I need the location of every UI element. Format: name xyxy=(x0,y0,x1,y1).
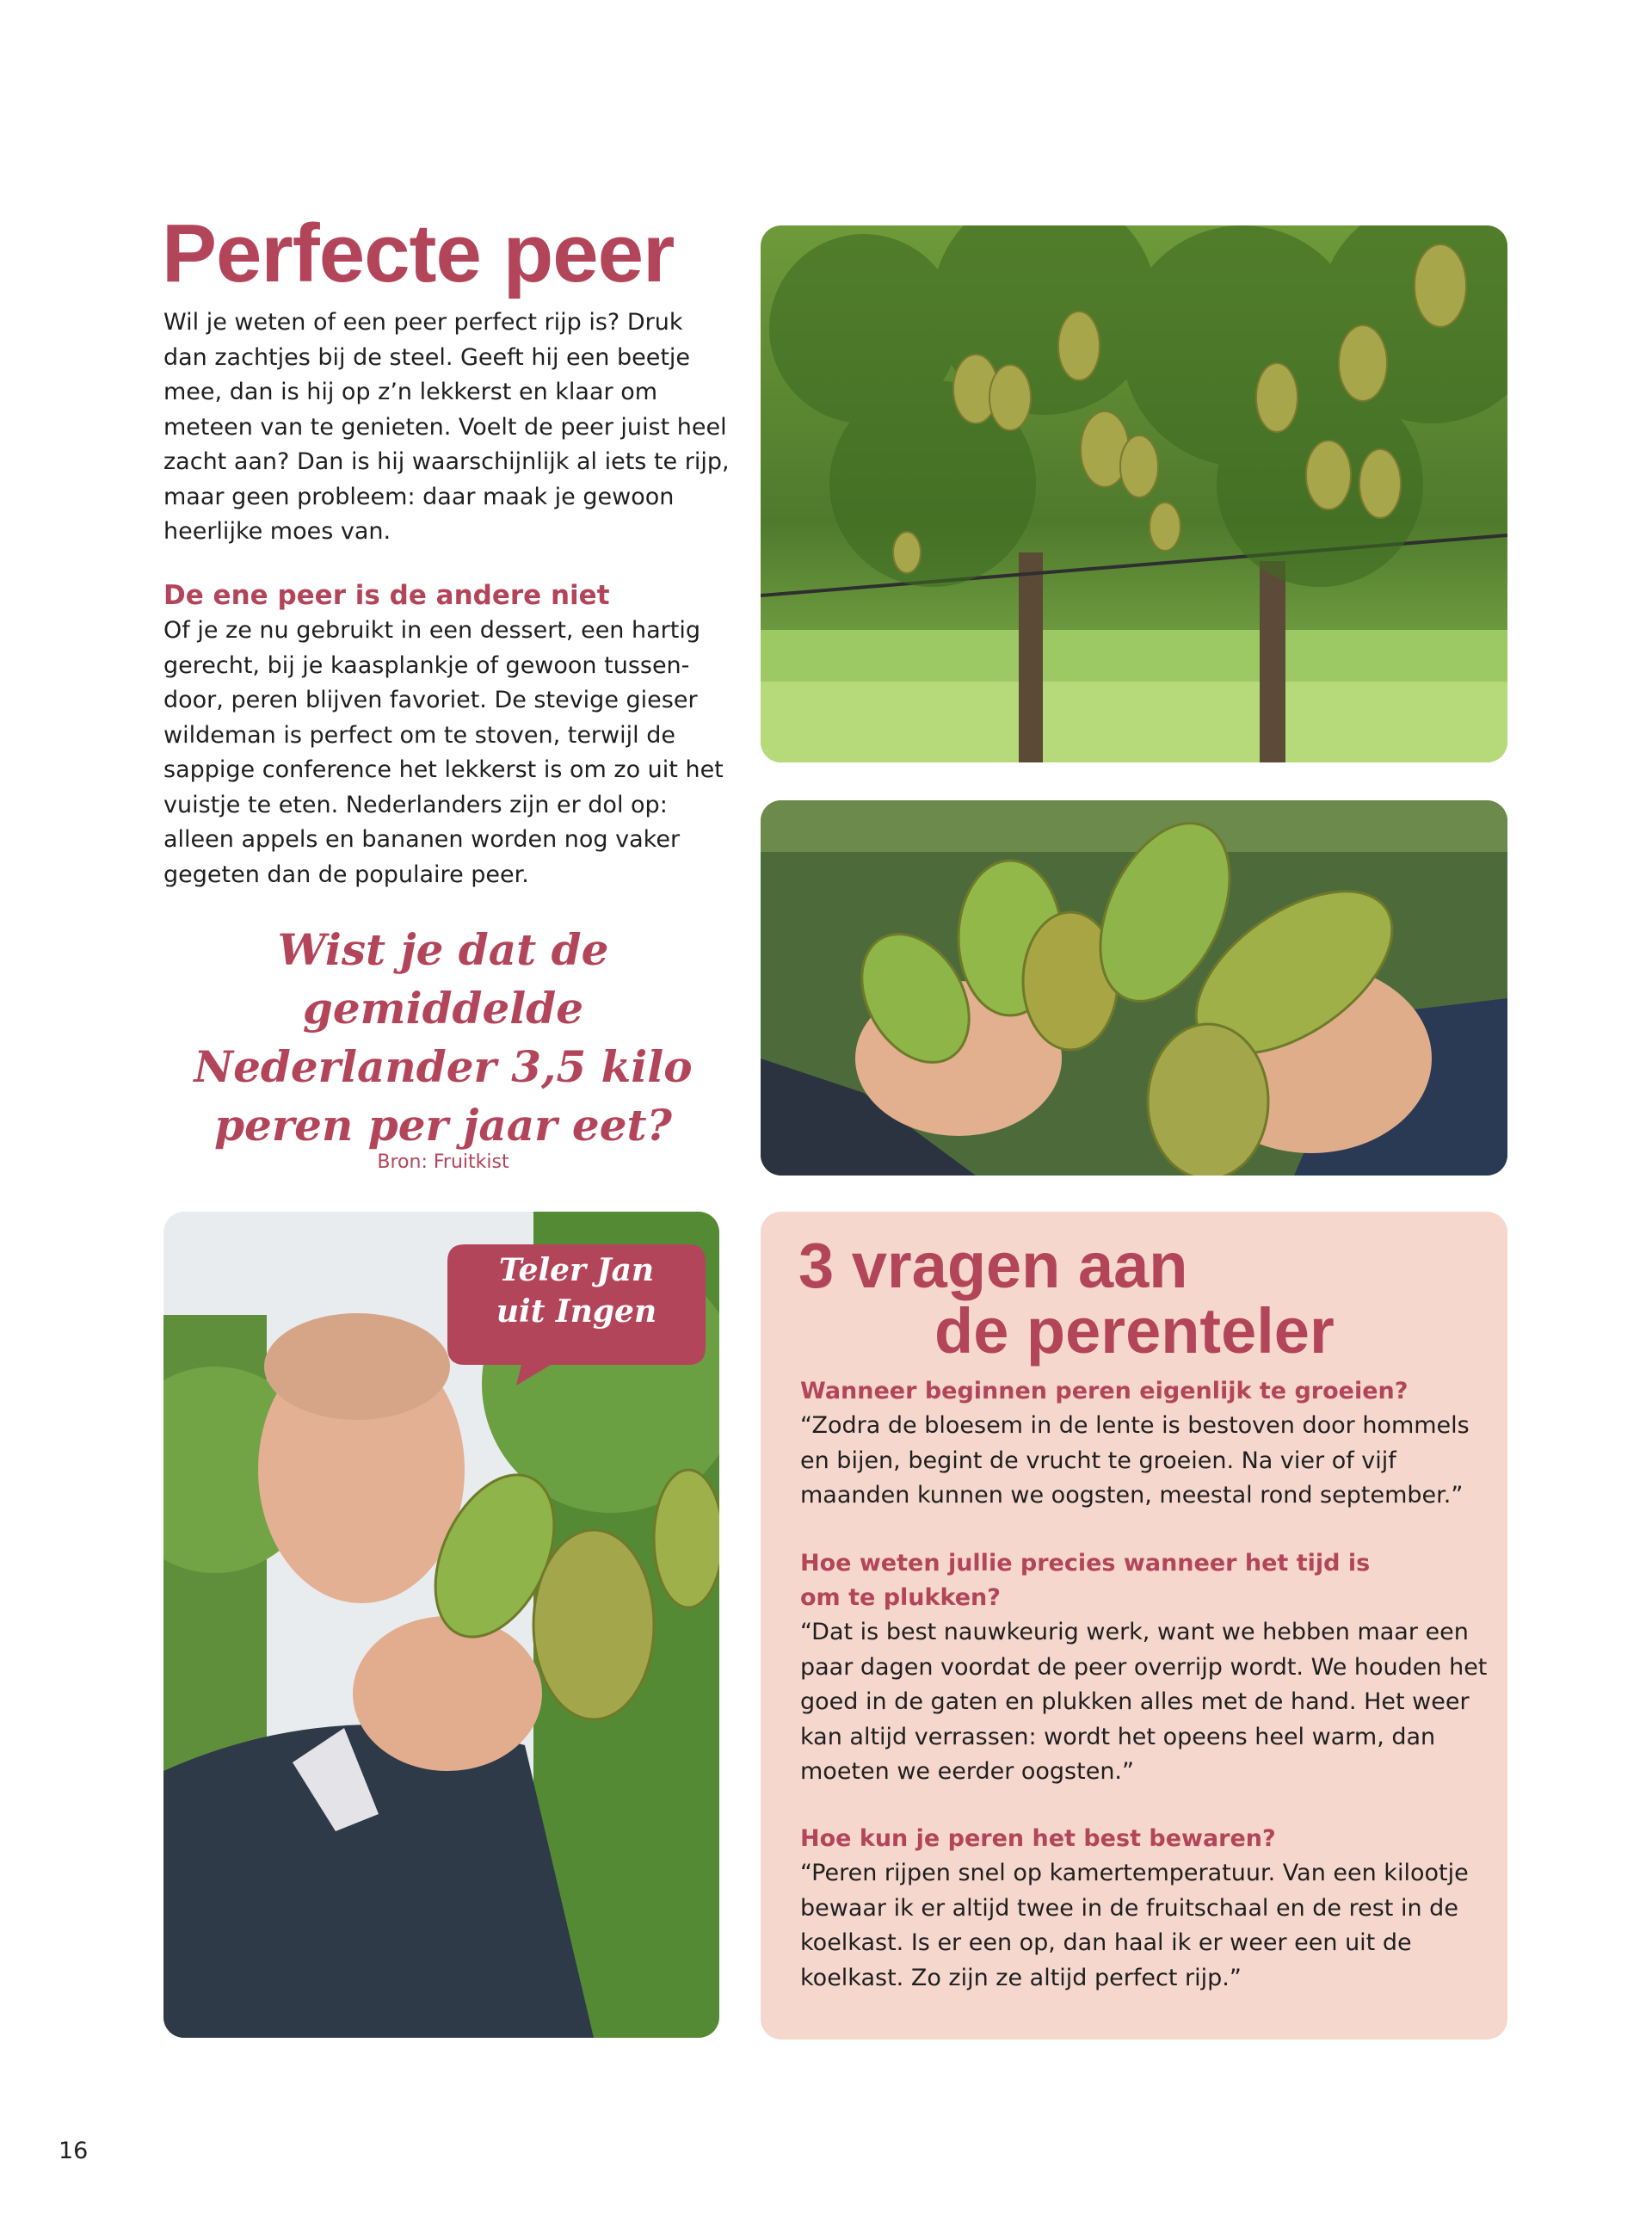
bubble-line-2: uit Ingen xyxy=(496,1293,657,1330)
answer-3: “Peren rijpen snel op kamertemperatuur. Van een kilootje bewaar ik er altijd twee in de fruitschaal en de rest in de koelkast. Is er een op, dan haal ik er weer een uit de koelkast. Zo zijn ze altijd perfect rijp.” xyxy=(800,1860,1469,1991)
bubble-line-1: Teler Jan xyxy=(498,1252,655,1288)
fact-source: Bron: Fruitkist xyxy=(377,1151,509,1173)
section-heading: De ene peer is de andere niet xyxy=(163,580,610,611)
hands-holding-pears-photo xyxy=(761,800,1507,1176)
qa-title-line-2: de perenteler xyxy=(934,1295,1335,1367)
qa-title-line-1: 3 vragen aan xyxy=(798,1230,1188,1301)
speech-bubble-text xyxy=(447,1250,706,1332)
answer-2: “Dat is best nauwkeurig werk, want we hebben maar een paar dagen voordat de peer overrijp wordt. We houden het goed in de gaten en plukken alles met de hand. Het weer kan altijd verrassen: wordt het opeens heel warm, dan moeten we eerder oogsten.” xyxy=(800,1619,1488,1785)
fact-quote: Wist je dat de gemiddelde Nederlander 3,5 kilo peren per jaar eet? xyxy=(194,924,693,1151)
pear-tree-photo xyxy=(761,225,1507,762)
page-title: Perfecte peer xyxy=(162,207,675,299)
question-3: Hoe kun je peren het best bewaren? xyxy=(800,1825,1276,1852)
intro-paragraph: Wil je weten of een peer perfect rijp is? Druk dan zachtjes bij de steel. Geeft hij een beetje mee, dan is hij op z’n lekkerst en klaar om meteen van te genieten. Voelt de peer juist heel zacht aan? Dan is hij waarschijnlijk al iets te rijp, maar geen probleem: daar maak je gewoon heerlijke moes van. xyxy=(163,309,730,545)
answer-1: “Zodra de bloesem in de lente is bestoven door hommels en bijen, begint de vrucht te groeien. Na vier of vijf maanden kunnen we oogsten, meestal rond september.” xyxy=(800,1412,1470,1509)
section-paragraph: Of je ze nu gebruikt in een dessert, een hartig gerecht, bij je kaasplankje of gewoon tussen-door, peren blijven favoriet. De stevige gieser wildeman is perfect om te stoven, terwijl de sappige conference het lekkerst is om zo uit het vuistje te eten. Nederlanders zijn er dol op: alleen appels en bananen worden nog vaker gegeten dan de populaire peer. xyxy=(163,617,724,888)
question-1: Wanneer beginnen peren eigenlijk te groeien? xyxy=(800,1378,1409,1404)
question-2: Hoe weten jullie precies wanneer het tijd is om te plukken? xyxy=(800,1550,1371,1611)
page-number: 16 xyxy=(59,2138,89,2164)
